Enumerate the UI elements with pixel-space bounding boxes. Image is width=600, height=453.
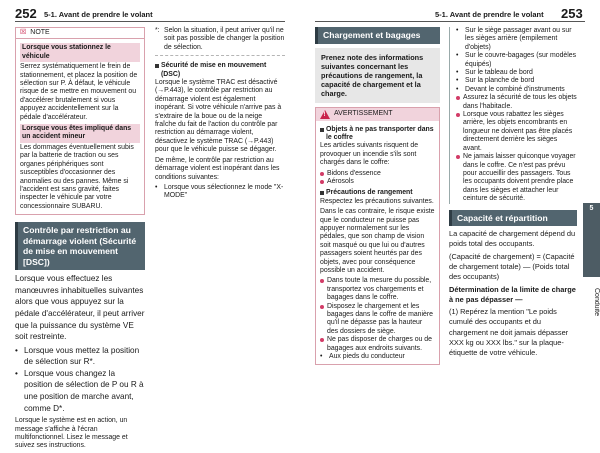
- note-item1-text: Serrez systématiquement le frein de stationnement, et placez la position de sélection sur P. À défaut, le véhicule risque de se mettre en mouvement ou d'accélérer brutalement si vous appuyez accidentellement sur la pédale d'accélérateur.: [20, 63, 138, 121]
- note-item2-text: Les dommages éventuellement subis par la batterie de traction ou ses organes périphériques sont susceptibles d'occasionner des anomalies ou des pannes. Même si l'accident est sans gravité, faites inspecter le véhicule par votre concessionnaire SUBARU.: [20, 143, 134, 210]
- note-header: [16, 28, 144, 39]
- warning-label: AVERTISSEMENT: [334, 109, 393, 117]
- left-page-number: 252: [15, 6, 37, 21]
- warning-item1-bullet1: Bidons d'essence: [320, 170, 435, 178]
- dsc-paragraph: Lorsque vous effectuez les manœuvres inhabituelles suivantes alors que vous appuyez sur la pédale d'accélérateur, il peut arriver que la puissance du système VE soit restreinte.: [15, 274, 145, 342]
- left-running-head: 5-1. Avant de prendre le volant: [44, 10, 153, 19]
- warning-header: [316, 108, 439, 121]
- note-label: NOTE: [30, 29, 50, 36]
- right-header-rule: [315, 21, 585, 22]
- location-item-1: • Sur le siège passager avant ou sur les sièges arrière (empilement d'objets): [456, 27, 572, 51]
- column-1: [15, 27, 145, 453]
- note-icon: ☒: [20, 29, 27, 36]
- load-limit-step-1: (1) Repérez la mention "Le poids cumulé des occupants et du chargement ne doit jamais dépasser XXX kg ou XXX lbs." sur la plaque-étiquette de votre véhicule.: [449, 307, 569, 358]
- warning-item2-bullet1: Dans toute la mesure du possible, transportez vos chargements et bagages dans le coffre.: [320, 277, 435, 302]
- dsc-bullet-2: • Lorsque vous changez la position de sélection de P ou R à une position de marche avant, comme D*.: [15, 368, 144, 413]
- capacity-paragraph-1: La capacité de chargement dépend du poids total des occupants.: [449, 229, 576, 249]
- dsc-message-paragraph: Lorsque le système est en action, un message s'affiche à l'écran multifonctionnel. Lisez le message et suivez ses instructions.: [15, 417, 128, 450]
- dsc-bullet-1: • Lorsque vous mettez la position de sélection sur R*.: [15, 345, 140, 367]
- location-item-2: • Sur le couvre-bagages (sur modèles équipés): [456, 52, 577, 68]
- location-item-4: • Sur la planche de bord: [456, 77, 535, 85]
- warning-item2-bullet2: Disposez le chargement et les bagages dans le coffre de manière qu'il ne dépasse pas la hauteur des dossiers de siège.: [320, 303, 435, 337]
- dsc-section-title: Contrôle par restriction au démarrage violent (Sécurité de mise en mouvement [DSC]): [15, 222, 145, 270]
- chapter-tab: [583, 203, 600, 277]
- location-item-5: • Devant le combiné d'instruments: [456, 85, 565, 93]
- dsc-conditions-paragraph: De même, le contrôle par restriction au démarrage violent est inopérant dans les conditions suivantes:: [155, 156, 280, 181]
- note-item1-title: Lorsque vous stationnez le véhicule: [20, 43, 140, 62]
- note-box: [15, 27, 145, 215]
- location-item-3: • Sur le tableau de bord: [456, 69, 533, 77]
- cargo-intro-box: Prenez note des informations suivantes concernant les précautions de rangement, la capacité de chargement et la charge.: [315, 48, 440, 103]
- left-header-rule: [15, 21, 285, 22]
- warning-continuation: [449, 27, 577, 204]
- cabin-safety-bullet: Assurez la sécurité de tous les objets dans l'habitacle.: [456, 94, 577, 111]
- warning-icon: [320, 110, 330, 119]
- warning-item2-bullet3: Ne pas disposer de charges ou de bagages aux endroits suivants.: [320, 336, 435, 353]
- warning-item2-text2: Dans le cas contraire, le risque existe que le conducteur ne puisse pas appuyer normalement sur les pédales, que son champ de vision soit masqué ou que lui ou d'autres passagers soient heurtés par des objets, avec pour conséquence possible un accident.: [320, 208, 435, 274]
- right-running-head: 5-1. Avant de prendre le volant: [435, 10, 544, 19]
- chapter-label: Conduite: [593, 288, 600, 317]
- right-page-number: 253: [561, 6, 583, 21]
- column-3: [315, 27, 440, 365]
- warning-item1-title: Objets à ne pas transporter dans le coffre: [320, 126, 435, 143]
- note-item2-title: Lorsque vous êtes impliqué dans un accident mineur: [20, 124, 140, 143]
- cargo-section-title: Chargement et bagages: [315, 27, 440, 44]
- column-2: [155, 27, 285, 201]
- load-limit-subtitle: Détermination de la limite de charge à ne pas dépasser —: [449, 284, 576, 304]
- dsc-trac-paragraph: Lorsque le système TRAC est désactivé (→P.443), le contrôle par restriction au démarrage violent est également inopérant. Si votre véhicule n'arrive pas à s'extraire de la boue ou de la neige fraîche du fait de l'action du contrôle par restriction au démarrage violent, désactivez le système TRAC (→P.443) pour que le véhicule puisse se dégager.: [155, 79, 282, 154]
- warning-box: [315, 107, 440, 366]
- dsc-sub-title: Sécurité de mise en mouvement (DSC): [155, 62, 285, 79]
- dsc-condition-bullet: • Lorsque vous sélectionnez le mode "X-MODE": [155, 183, 284, 200]
- rear-seat-bullet: Lorsque vous rabattez les sièges arrière, les objets encombrants en longueur ne doivent pas être placés directement derrière les sièges avant.: [456, 111, 577, 153]
- capacity-formula: (Capacité de chargement) = (Capacité de chargement totale) — (Poids total des occupants): [449, 251, 575, 282]
- warning-subitem-1: • Aux pieds du conducteur: [320, 353, 405, 361]
- trunk-passenger-bullet: Ne jamais laisser quiconque voyager dans le coffre. Ce n'est pas prévu pour accueillir des passagers. Tous les occupants doivent prendre place dans les sièges et attacher leur ceinture de sécurité.: [456, 153, 577, 203]
- warning-item2-text1: Respectez les précautions suivantes.: [320, 197, 434, 205]
- square-bullet-icon: [155, 64, 159, 68]
- footnote: *: Selon la situation, il peut arriver qu'il ne soit pas possible de changer la position de sélection.: [155, 27, 285, 51]
- column-4: [449, 27, 577, 361]
- capacity-section-title: Capacité et répartition: [449, 210, 577, 227]
- warning-item1-text: Les articles suivants risquent de provoquer un incendie s'ils sont chargés dans le coffre:: [320, 142, 419, 167]
- warning-item2-title: Précautions de rangement: [320, 189, 435, 197]
- chapter-number: 5: [589, 205, 594, 212]
- warning-item1-bullet2: Aérosols: [320, 178, 435, 186]
